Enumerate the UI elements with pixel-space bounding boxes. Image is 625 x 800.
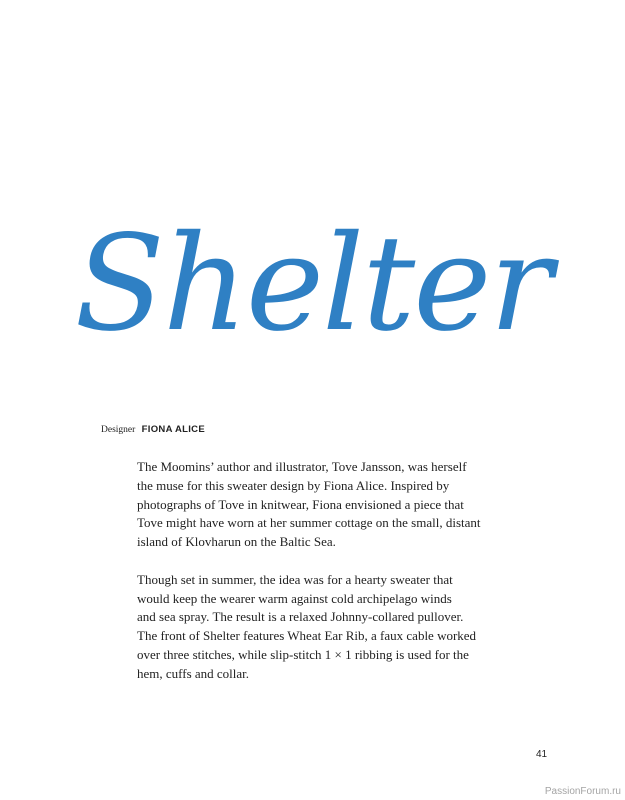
designer-name: FIONA ALICE [141, 424, 205, 435]
text-line: Tove might have worn at her summer cottage on the small, distant [137, 515, 481, 531]
text-line: The Moomins’ author and illustrator, Tove Jansson, was herself [137, 459, 467, 474]
paragraph-intro [137, 458, 502, 552]
text-line: the muse for this sweater design by Fiona Alice. Inspired by [137, 477, 450, 493]
text-line: photographs of Tove in knitwear, Fiona envisioned a piece that [137, 496, 464, 512]
text-line: over three stitches, while slip-stitch 1 × 1 ribbing is used for the [137, 646, 469, 662]
text-line: Though set in summer, the idea was for a hearty sweater that [137, 571, 453, 587]
text-line: hem, cuffs and collar. [137, 665, 250, 681]
watermark: PassionForum.ru [544, 786, 621, 797]
page-number: 41 [536, 749, 548, 760]
paragraph-description [137, 571, 502, 684]
designer-credit [101, 424, 205, 435]
text-line: and sea spray. The result is a relaxed Johnny-collared pullover. [137, 609, 464, 625]
article-body [137, 458, 502, 702]
text-line: island of Klovharun on the Baltic Sea. [137, 534, 336, 550]
text-line: would keep the wearer warm against cold archipelago winds [137, 590, 452, 606]
text-line: The front of Shelter features Wheat Ear Rib, a faux cable worked [137, 628, 477, 644]
designer-label: Designer [101, 425, 136, 435]
article-title: Shelter [74, 207, 551, 361]
